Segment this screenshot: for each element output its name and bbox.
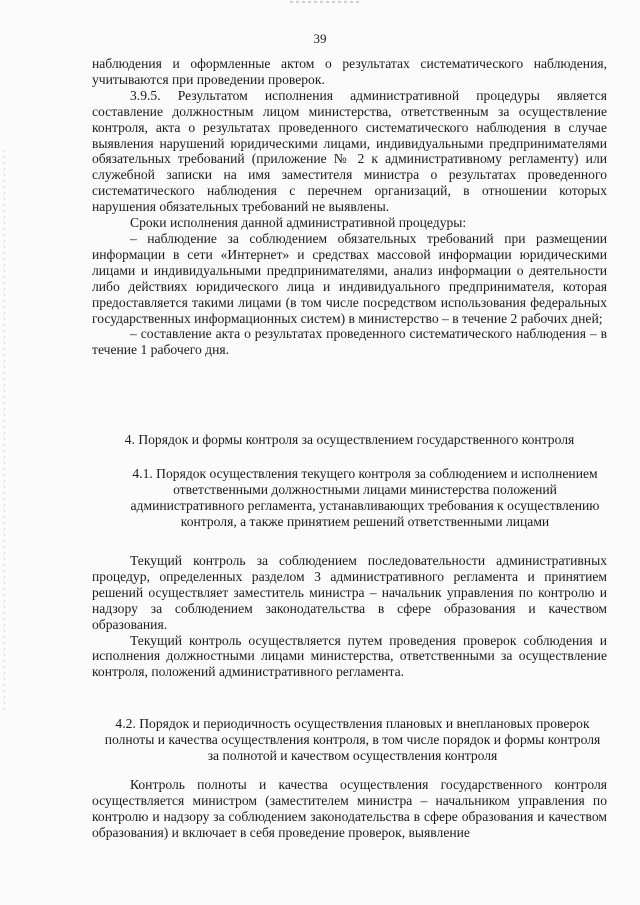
paragraph: Контроль полноты и качества осуществления государственного контроля осуществляется министром (заместителем министра – начальником управления по контролю и надзору за соблюдением законодательства в сфере образования и качеством образования) и включает в себя проведение проверок, выявление bbox=[92, 777, 607, 840]
subsection-title: 4.1. Порядок осуществления текущего контроля за соблюдением и исполнением ответственными должностными лицами министерства положений административного регламента, устанавливающих требования к осуществлению контроля, а также принятием решений ответственными лицами bbox=[130, 466, 600, 529]
subsection-title: 4.2. Порядок и периодичность осуществления плановых и внеплановых проверок полноты и качества осуществления контроля, в том числе порядок и формы контроля за полнотой и качеством осуществления контроля bbox=[104, 716, 601, 763]
scan-artifact bbox=[290, 1, 360, 3]
paragraph: Текущий контроль осуществляется путем проведения проверок соблюдения и исполнения должностными лицами министерства, ответственными за осуществление контроля, положений административного регламента. bbox=[92, 632, 607, 680]
subsection-heading bbox=[100, 716, 605, 764]
section-heading bbox=[92, 432, 607, 448]
page-number: 39 bbox=[313, 31, 327, 46]
paragraph: Текущий контроль за соблюдением последовательности административных процедур, определенных разделом 3 административного регламента и принятием решений осуществляет заместитель министра – начальник управления по контролю и надзору за соблюдением законодательства в сфере образования и качеством образования. bbox=[92, 553, 607, 632]
paragraph: – наблюдение за соблюдением обязательных требований при размещении информации в сети «Интернет» и средствах массовой информации юридическими лицами и индивидуальными предпринимателями, анализ информации о деятельности либо действиях юридического лица и индивидуального предпринимателя, которая предоставляется такими лицами (в том числе посредством использования федеральных государственных информационных систем) в министерство – в течение 2 рабочих дней; bbox=[92, 230, 607, 326]
scan-artifact bbox=[4, 150, 5, 710]
subsection-body bbox=[92, 553, 607, 680]
procedure-block bbox=[92, 56, 607, 358]
subsection-heading bbox=[130, 466, 600, 530]
paragraph: – составление акта о результатах проведенного систематического наблюдения – в течение 1 рабочего дня. bbox=[92, 326, 607, 358]
section-title: 4. Порядок и формы контроля за осуществлением государственного контроля bbox=[124, 432, 575, 447]
paragraph: наблюдения и оформленные актом о результатах систематического наблюдения, учитываются при проведении проверок. bbox=[92, 56, 607, 87]
paragraph: Сроки исполнения данной административной процедуры: bbox=[130, 215, 467, 231]
subsection-body bbox=[92, 777, 607, 841]
paragraph: 3.9.5. Результатом исполнения административной процедуры является составление должностным лицом министерства, ответственным за осуществление контроля, акта о результатах проведенного систематического наблюдения в случае выявления нарушений юридическими лицами, индивидуальными предпринимателями обязательных требований (приложение № 2 к административному регламенту) или служебной записки на имя заместителя министра о результатах проведенного систематического наблюдения с перечнем организаций, в отношении которых нарушения обязательных требований не выявлены. bbox=[92, 87, 607, 215]
